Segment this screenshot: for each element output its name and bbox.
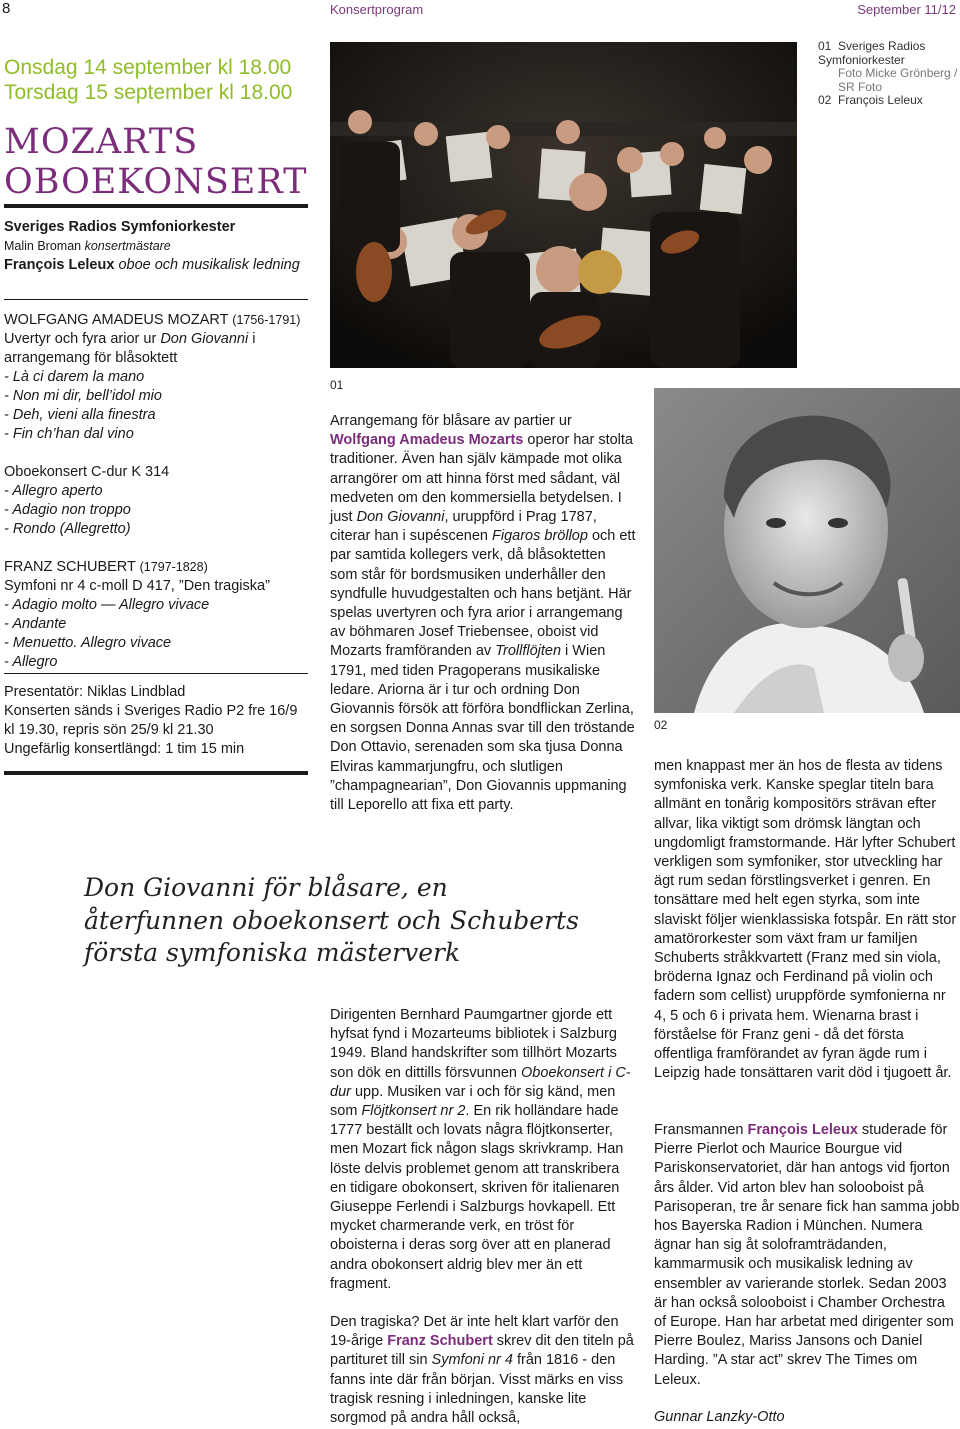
orchestra-photo-illustration: [330, 42, 797, 368]
work-symphony-4: Symfoni nr 4 c-moll D 417, ”Den tragiska”: [4, 578, 270, 594]
soloist: François Leleux oboe och musikalisk ledning: [4, 257, 300, 273]
caption-1: 01 Sveriges Radios Symfoniorkester: [818, 39, 926, 67]
divider: [4, 673, 308, 674]
movement: - Non mi dir, bell’idol mio: [4, 388, 162, 404]
photo-captions: [818, 40, 960, 108]
portrait-photo-illustration: [654, 388, 960, 713]
radio-broadcast: Konserten sänds i Sveriges Radio P2 fre 16/9 kl 19.30, repris sön 25/9 kl 21.30: [4, 703, 298, 738]
photo-2-label: 02: [654, 718, 668, 732]
movement: - Fin ch’han dal vino: [4, 426, 134, 442]
concert-date-1: Onsdag 14 september kl 18.00: [4, 56, 292, 79]
photo-1-label: 01: [330, 378, 344, 392]
composer-mozart: WOLFGANG AMADEUS MOZART (1756-1791): [4, 312, 301, 328]
article-paragraph-1: Arrangemang för blåsare av partier ur Wolfgang Amadeus Mozarts operor har stolta traditioner. Även han själv kämpade mot olika arrangörer om att hinna först med sådant, väl medveten om den kommersiella betydelsen. I just Don Giovanni, uruppförd i Prag 1787, citerar han i supéscenen Figaros bröllop och ett par samtida kollegers verk, då blåsoktetten som står för bordsmusiken underhåller den syndfulle huvudgestalten och hans betjänt. Här spelas uvertyren och fyra arior i arrangemang av böhmaren Josef Triebensee, oboist vid Mozarts framföranden av Trollflöjten i Wien 1791, med tiden Pragoperans musikaliske ledare. Ariorna är i tur och ordning Don Giovannis försök att förföra bondflickan Zerlina, en sorgsen Donna Annas svar till den tröstande Don Ottavio, serenaden som ska tjusa Donna Elviras kammarjungfru, och slutligen ”champagnearian”, Don Giovannis uppmaning till Leporello att fixa ett party.: [330, 413, 636, 814]
running-header-section: Konsertprogram: [330, 2, 424, 17]
movement: - Allegro aperto: [4, 483, 103, 499]
article-paragraph-4: men knappast mer än hos de flesta av tidens symfoniska verk. Kanske speglar titeln bara allmänt en tonårig kompositörs strävan efter allvar, lika viktigt som drömsk längtan och ungdomligt framstormande. Här lyfter Schubert verkligen som symfoniker, stor utveckling har ägt rum sedan förstlingsverket i genren. En tonsättare med helt egen styrka, som inte slaviskt följer wienklassiska fotspår. En rätt stor amatörorkester som växt fram ur familjen Schuberts stråkkvartett (Franz med sin viola, bröderna Ignaz och Ferdinand på violin och fadern som cellist) uruppförde symfonierna nr 4, 5 och 6 i privata hem. Wienarna brast i förståelse för Franz geni - då det första offentliga framförandet av fyran ägde rum i Leipzig hade tonsättaren varit död i tjugoett år.: [654, 758, 957, 1082]
article-author: Gunnar Lanzky-Otto: [654, 1409, 785, 1425]
movement: - Allegro: [4, 654, 58, 670]
presenter: Presentatör: Niklas Lindblad: [4, 684, 186, 700]
work-oboe-concerto: Oboekonsert C-dur K 314: [4, 464, 170, 480]
running-header-issue: September 11/12: [857, 2, 956, 17]
divider: [4, 771, 308, 775]
program-block: [4, 311, 308, 672]
orchestra-name: Sveriges Radios Symfoniorkester: [4, 219, 236, 235]
concertmaster: Malin Broman konsertmästare: [4, 239, 171, 253]
concert-duration: Ungefärlig konsertlängd: 1 tim 15 min: [4, 741, 245, 757]
movement: - Là ci darem la mano: [4, 369, 145, 385]
concert-date-2: Torsdag 15 september kl 18.00: [4, 81, 293, 104]
broadcast-block: [4, 683, 308, 759]
divider: [4, 204, 308, 208]
pull-quote: Don Giovanni för blåsare, en återfunnen oboekonsert och Schuberts första symfoniska mästerverk: [84, 873, 579, 967]
movement: - Andante: [4, 616, 67, 632]
movement: - Adagio non troppo: [4, 502, 131, 518]
orchestra-photo: [330, 42, 797, 368]
title-line-2: OBOEKONSERT: [4, 162, 308, 202]
article-paragraph-2: Dirigenten Bernhard Paumgartner gjorde ett hyfsat fynd i Mozarteums bibliotek i Salzburg 1949. Bland handskrifter som tillhört Mozarts son dök en dittills försvunnen Oboekonsert i C-dur upp. Musiken var i och för sig känd, men som Flöjtkonsert nr 2. En rik holländare hade 1777 beställt och lovats några flöjtkonserter, men Mozart fick någon slags skrivkramp. Han löste delvis problemet genom att transkribera en tidigare obokonsert, skriven för italienaren Giuseppe Ferlendi i Salzburgs hovkapell. Ett mycket charmerande verk, en tröst för oboisterna i deras sorg över att en planerad andra obokonsert aldrig blev mer än ett fragment.: [330, 1007, 631, 1292]
caption-1-credit: Foto Micke Grönberg / SR Foto: [838, 66, 958, 94]
portrait-photo: [654, 388, 960, 713]
movement: - Menuetto. Allegro vivace: [4, 635, 172, 651]
composer-schubert: FRANZ SCHUBERT (1797-1828): [4, 559, 208, 575]
performers-block: [4, 218, 308, 275]
article-paragraph-3: Den tragiska? Det är inte helt klart varför den 19-årige Franz Schubert skrev dit den titeln på partituret till sin Symfoni nr 4 från 1816 - den fanns inte där från början. Visst märks en viss tragisk resning i inledningen, kanske lite sorgmod på andra håll också,: [330, 1314, 634, 1427]
movement: - Rondo (Allegretto): [4, 521, 131, 537]
movement: - Deh, vieni alla finestra: [4, 407, 156, 423]
page-number: 8: [2, 0, 11, 17]
divider: [4, 299, 308, 300]
movement: - Adagio molto — Allegro vivace: [4, 597, 210, 613]
work-don-giovanni: Uvertyr och fyra arior ur Don Giovanni i arrangemang för blåsoktett: [4, 331, 256, 366]
article-paragraph-5: Fransmannen François Leleux studerade för Pierre Pierlot och Maurice Bourgue vid Pariskonservatoriet, där han antogs vid fjorton års ålder. Vid arton blev han solooboist på Parisoperan, tre år senare fick han samma jobb hos Bayerska Radion i München. Numera ägnar han sig åt soloframträdanden, kammarmusik och musikalisk ledning av ensembler av varierande storlek. Sedan 2003 är han också solooboist i Chamber Orchestra of Europe. Han har arbetat med dirigenter som Pierre Boulez, Mariss Jansons och Daniel Harding. ”A star act” skrev The Times om Leleux.: [654, 1122, 960, 1388]
title-line-1: MOZARTS: [4, 122, 199, 162]
caption-2: 02 François Leleux: [818, 93, 923, 107]
page-title: [4, 122, 307, 202]
